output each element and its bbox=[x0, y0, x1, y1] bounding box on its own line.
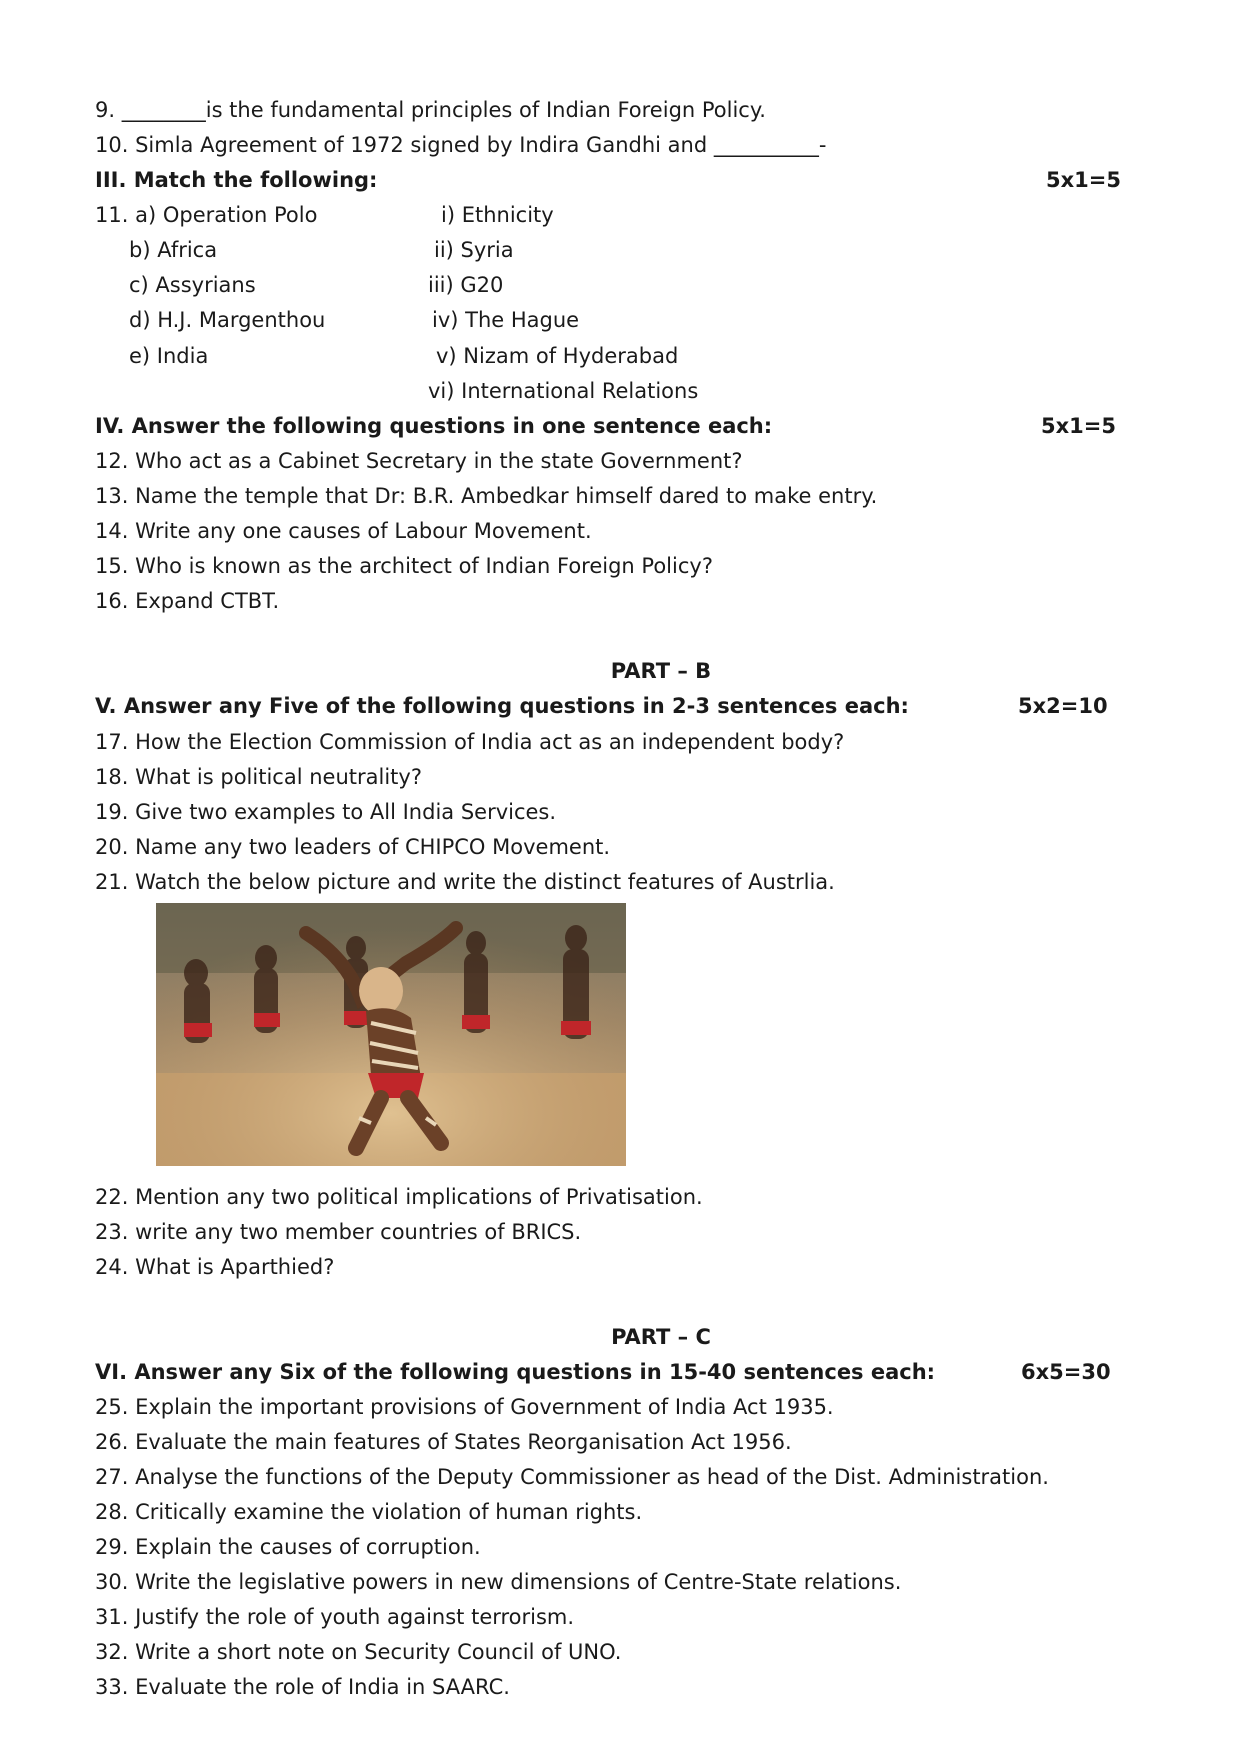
question-25: 25. Explain the important provisions of Government of India Act 1935. bbox=[95, 1395, 834, 1419]
question-16: 16. Expand CTBT. bbox=[95, 589, 280, 613]
question-10 bbox=[95, 130, 826, 160]
question-19: 19. Give two examples to All India Services. bbox=[95, 800, 557, 824]
match-right-item: vi) International Relations bbox=[428, 379, 699, 403]
question-33: 33. Evaluate the role of India in SAARC. bbox=[95, 1675, 510, 1699]
question-24: 24. What is Aparthied? bbox=[95, 1255, 335, 1279]
match-right-item: v) Nizam of Hyderabad bbox=[436, 344, 679, 368]
question-22: 22. Mention any two political implications of Privatisation. bbox=[95, 1185, 703, 1209]
section-marks-iii: 5x1=5 bbox=[1046, 168, 1121, 192]
match-right-item: ii) Syria bbox=[434, 238, 514, 262]
question-12: 12. Who act as a Cabinet Secretary in the state Government? bbox=[95, 449, 743, 473]
match-row-a bbox=[95, 200, 317, 230]
question-number: 10. bbox=[95, 133, 129, 157]
question-26: 26. Evaluate the main features of States Reorganisation Act 1956. bbox=[95, 1430, 792, 1454]
question-text: Simla Agreement of 1972 signed by Indira Gandhi and __________- bbox=[135, 133, 827, 157]
question-15: 15. Who is known as the architect of Indian Foreign Policy? bbox=[95, 554, 713, 578]
match-left-item: e) India bbox=[129, 344, 209, 368]
question-21: 21. Watch the below picture and write the distinct features of Austrlia. bbox=[95, 870, 835, 894]
question-32: 32. Write a short note on Security Council of UNO. bbox=[95, 1640, 622, 1664]
question-27: 27. Analyse the functions of the Deputy Commissioner as head of the Dist. Administration. bbox=[95, 1465, 1049, 1489]
question-20: 20. Name any two leaders of CHIPCO Movement. bbox=[95, 835, 611, 859]
match-left-item: a) Operation Polo bbox=[135, 203, 318, 227]
question-30: 30. Write the legislative powers in new dimensions of Centre-State relations. bbox=[95, 1570, 902, 1594]
question-31: 31. Justify the role of youth against terrorism. bbox=[95, 1605, 575, 1629]
question-17: 17. How the Election Commission of India act as an independent body? bbox=[95, 730, 845, 754]
section-heading-iii: III. Match the following: bbox=[95, 168, 378, 192]
section-heading-v: V. Answer any Five of the following questions in 2-3 sentences each: bbox=[95, 694, 909, 718]
match-left-item: b) Africa bbox=[129, 238, 218, 262]
question-28: 28. Critically examine the violation of human rights. bbox=[95, 1500, 643, 1524]
question-number: 9. bbox=[95, 98, 116, 122]
match-left-item: c) Assyrians bbox=[129, 273, 256, 297]
question-number: 11. bbox=[95, 203, 129, 227]
question-18: 18. What is political neutrality? bbox=[95, 765, 422, 789]
match-right-item: i) Ethnicity bbox=[441, 203, 554, 227]
match-left-item: d) H.J. Margenthou bbox=[129, 308, 326, 332]
question-29: 29. Explain the causes of corruption. bbox=[95, 1535, 481, 1559]
match-right-item: iv) The Hague bbox=[432, 308, 580, 332]
part-b-title: PART – B bbox=[610, 659, 712, 683]
section-heading-vi: VI. Answer any Six of the following questions in 15-40 sentences each: bbox=[95, 1360, 936, 1384]
question-text: ________is the fundamental principles of Indian Foreign Policy. bbox=[121, 98, 766, 122]
section-marks-iv: 5x1=5 bbox=[1041, 414, 1116, 438]
aboriginal-dancers-photo bbox=[156, 903, 626, 1166]
question-14: 14. Write any one causes of Labour Movement. bbox=[95, 519, 592, 543]
section-heading-iv: IV. Answer the following questions in one sentence each: bbox=[95, 414, 773, 438]
question-13: 13. Name the temple that Dr: B.R. Ambedkar himself dared to make entry. bbox=[95, 484, 878, 508]
section-marks-v: 5x2=10 bbox=[1018, 694, 1108, 718]
part-c-title: PART – C bbox=[611, 1325, 711, 1349]
section-marks-vi: 6x5=30 bbox=[1021, 1360, 1111, 1384]
question-9 bbox=[95, 95, 766, 125]
question-23: 23. write any two member countries of BRICS. bbox=[95, 1220, 582, 1244]
match-right-item: iii) G20 bbox=[428, 273, 504, 297]
